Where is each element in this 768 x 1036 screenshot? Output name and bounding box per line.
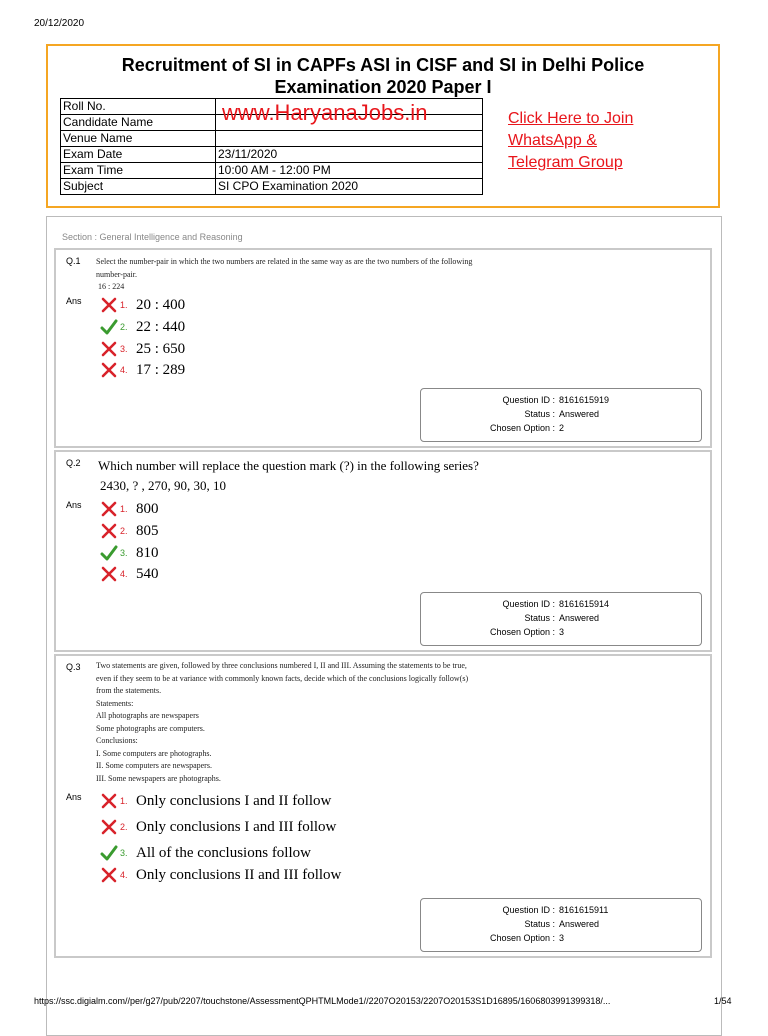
cross-icon [100,818,118,836]
question-text-line: Conclusions: [96,736,138,745]
option-number: 3. [120,548,128,558]
cross-icon [100,866,118,884]
info-label: Roll No. [61,99,216,115]
option-2 [100,316,185,338]
option-text: 25 : 650 [136,340,186,357]
exam-title-line2: Examination 2020 Paper I [274,77,492,97]
question-id-value: 8161615914 [559,599,610,609]
status-label: Status : [524,613,555,623]
question-id-value: 8161615919 [559,395,610,405]
option-number: 1. [120,504,128,514]
join-line3[interactable]: Telegram Group [508,154,623,171]
cross-icon [100,296,118,314]
question-text [96,256,472,294]
question-id-label: Question ID : [502,599,555,609]
option-text: 810 [136,544,159,561]
question-card-2 [54,450,712,652]
question-number: Q.1 [66,256,81,266]
join-line2[interactable]: WhatsApp & [508,132,597,149]
tick-icon [100,544,118,562]
question-text-line: Which number will replace the question mark (?) in the following series? [98,458,479,473]
option-4 [100,359,185,381]
option-text: 17 : 289 [136,361,186,378]
option-3 [100,338,185,360]
info-value [216,131,483,147]
tick-icon [100,844,118,862]
ans-label: Ans [66,296,82,306]
exam-title [48,54,718,98]
cross-icon [100,565,118,583]
cross-icon [100,361,118,379]
option-number: 1. [120,796,128,806]
info-row-venue [61,131,483,147]
chosen-option-value: 3 [559,627,565,637]
info-label: Exam Time [61,163,216,179]
chosen-option-label: Chosen Option : [489,423,555,433]
question-number: Q.3 [66,662,81,672]
option-2 [100,816,336,838]
join-line1[interactable]: Click Here to Join [508,110,634,127]
tick-icon [100,318,118,336]
option-number: 3. [120,848,128,858]
chosen-option-value: 3 [559,933,565,943]
option-number: 1. [120,300,128,310]
cross-icon [100,792,118,810]
option-number: 2. [120,322,128,332]
info-label: Candidate Name [61,115,216,131]
question-info-card [420,592,702,646]
section-title: Section : General Intelligence and Reasoning [62,232,243,242]
ans-label: Ans [66,792,82,802]
chosen-option-label: Chosen Option : [489,933,555,943]
option-4 [100,864,341,886]
option-number: 4. [120,870,128,880]
ans-label: Ans [66,500,82,510]
question-text-line: even if they seem to be at variance with commonly known facts, decide which of the conclusions logically follow(s) [96,673,469,683]
site-watermark-link[interactable]: www.HaryanaJobs.in [222,100,428,125]
question-card-3 [54,654,712,958]
chosen-option-label: Chosen Option : [489,627,555,637]
question-card-1 [54,248,712,448]
info-row-time [61,163,483,179]
option-text: Only conclusions II and III follow [136,866,342,883]
status-label: Status : [524,409,555,419]
option-3 [100,542,159,564]
option-text: 805 [136,522,159,539]
chosen-option-value: 2 [559,423,565,433]
option-1 [100,498,159,520]
option-text: 800 [136,500,159,517]
status-label: Status : [524,919,555,929]
option-text: Only conclusions I and III follow [136,818,337,835]
option-text: Only conclusions I and II follow [136,792,332,809]
question-id-label: Question ID : [502,395,555,405]
cross-icon [100,500,118,518]
question-text-line: 16 : 224 [98,282,125,291]
question-text-line: Statements: [96,698,134,708]
question-text-line: I. Some computers are photographs. [96,748,212,758]
question-id-label: Question ID : [502,905,555,915]
info-row-date [61,147,483,163]
info-row-subject [61,179,483,195]
question-text [96,660,468,785]
question-text-line: from the statements. [96,686,162,695]
info-label: Exam Date [61,147,216,163]
option-3 [100,842,311,864]
info-value: 23/11/2020 [216,147,483,163]
status-value: Answered [559,613,600,623]
option-text: All of the conclusions follow [136,844,311,861]
footer-url: https://ssc.digialm.com//per/g27/pub/2207/touchstone/AssessmentQPHTMLMode1//2207O20153/2207O20153S1D16895/1606803991399318/... [34,996,611,1006]
option-number: 3. [120,344,128,354]
status-value: Answered [559,409,600,419]
question-id-value: 8161615911 [559,905,609,915]
page-number: 1/54 [714,996,732,1006]
question-text-line: Select the number-pair in which the two numbers are related in the same way as are the two numbers of the following [96,257,473,266]
question-info-card [420,388,702,442]
info-label: Subject [61,179,216,195]
option-number: 2. [120,526,128,536]
question-text-line: All photographs are newspapers [96,711,199,720]
question-text [98,456,479,496]
option-text: 540 [136,565,159,582]
info-label: Venue Name [61,131,216,147]
option-1 [100,790,331,812]
option-number: 4. [120,365,128,375]
status-value: Answered [559,919,600,929]
question-info-card [420,898,702,952]
option-2 [100,520,159,542]
join-group-link[interactable] [508,108,688,174]
question-text-line: III. Some newspapers are photographs. [96,773,221,783]
question-text-line: II. Some computers are newspapers. [96,761,212,770]
info-value: SI CPO Examination 2020 [216,179,483,195]
option-text: 20 : 400 [136,296,186,313]
question-number: Q.2 [66,458,81,468]
exam-header [46,44,720,208]
option-4 [100,563,159,585]
cross-icon [100,340,118,358]
option-1 [100,294,185,316]
question-text-line: 2430, ? , 270, 90, 30, 10 [100,478,227,493]
cross-icon [100,522,118,540]
option-number: 4. [120,569,128,579]
option-text: 22 : 440 [136,318,186,335]
info-value: 10:00 AM - 12:00 PM [216,163,483,179]
print-date: 20/12/2020 [34,18,85,29]
question-text-line: Some photographs are computers. [96,723,205,733]
question-text-line: Two statements are given, followed by three conclusions numbered I, II and III. Assuming the statements to be true, [96,661,467,670]
exam-title-line1: Recruitment of SI in CAPFs ASI in CISF and SI in Delhi Police [121,55,645,75]
option-number: 2. [120,822,128,832]
question-text-line: number-pair. [96,269,137,279]
